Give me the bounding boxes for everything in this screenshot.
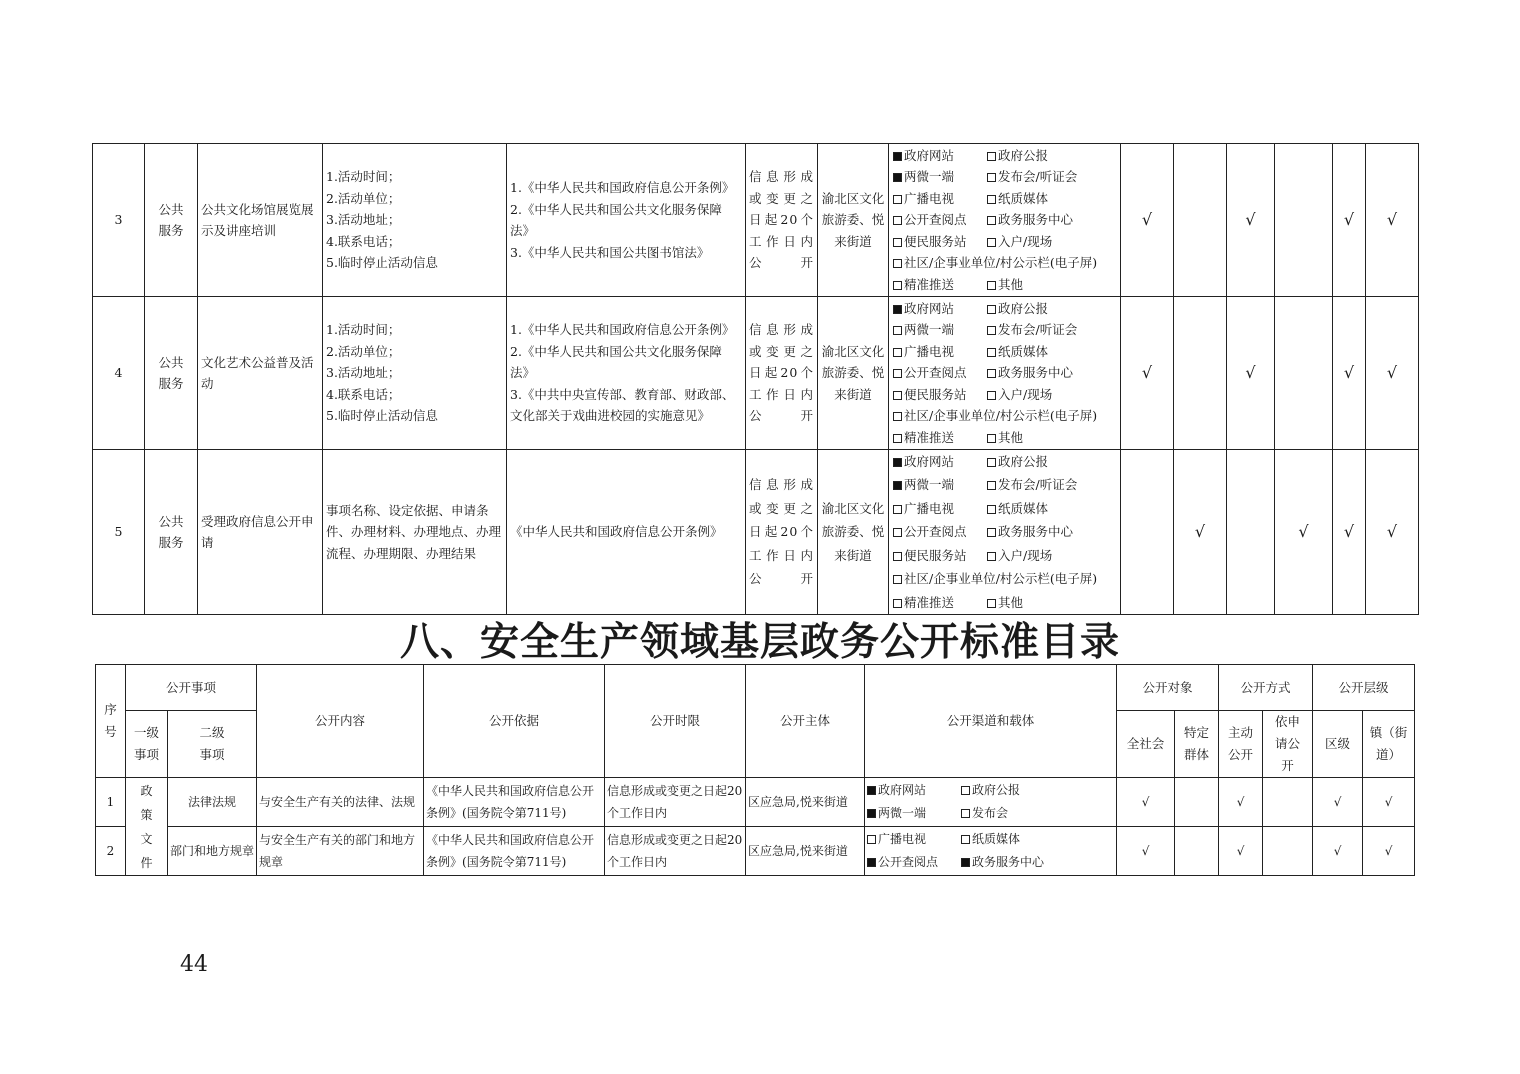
checked-box-icon: [867, 858, 876, 867]
channel-option: [987, 365, 1073, 380]
channel-label: 政府公报: [998, 300, 1049, 316]
channel-row: [893, 405, 1117, 427]
channel-row: [893, 188, 1117, 210]
channel-label: 广播电视: [904, 500, 955, 516]
unchecked-box-icon: [987, 152, 996, 161]
channel-row: [893, 544, 1117, 567]
row-number: 1: [96, 778, 126, 827]
unchecked-box-icon: [987, 173, 996, 182]
subject-cell: 区应急局,悦来街道: [746, 827, 865, 876]
check-all-society: [1121, 450, 1174, 615]
channel-row: [893, 567, 1117, 590]
channel-label: 精准推送: [904, 594, 955, 610]
level1-item: 公共 服务: [145, 297, 198, 450]
channel-label: 政府公报: [998, 147, 1049, 163]
channel-option: [867, 802, 961, 825]
checked-box-icon: [893, 173, 902, 182]
unchecked-box-icon: [987, 391, 996, 400]
channel-option: [893, 209, 987, 231]
row-number: 3: [93, 144, 145, 297]
channel-option: [961, 855, 1044, 869]
channel-label: 政务服务中心: [998, 365, 1074, 381]
channel-option: [893, 255, 1097, 270]
basis-cell: 1.《中华人民共和国政府信息公开条例》 2.《中华人民共和国公共文化服务保障法》 3.《中华人民共和国公共图书馆法》: [507, 144, 746, 297]
channel-label: 入户/现场: [998, 233, 1053, 249]
check-on-request: √: [1275, 450, 1333, 615]
check-district: √: [1313, 778, 1363, 827]
channel-row: [893, 497, 1117, 520]
channel-label: 其他: [998, 276, 1024, 292]
channel-label: 发布会: [972, 806, 1009, 820]
content-cell: 与安全生产有关的法律、法规: [257, 778, 424, 827]
unchecked-box-icon: [987, 195, 996, 204]
channel-row: [867, 828, 1114, 851]
catalog-table-continued: [92, 143, 1419, 615]
channel-label: 便民服务站: [904, 386, 967, 402]
unchecked-box-icon: [893, 326, 902, 335]
level1-item: 公共 服务: [145, 144, 198, 297]
channel-option: [893, 384, 987, 406]
subject-cell: 区应急局,悦来街道: [746, 778, 865, 827]
channel-option: [987, 301, 1048, 316]
channel-row: [867, 779, 1114, 802]
check-town: √: [1363, 778, 1415, 827]
checked-box-icon: [867, 786, 876, 795]
unchecked-box-icon: [987, 216, 996, 225]
header-basis: 公开依据: [424, 665, 605, 778]
channel-option: [893, 319, 987, 341]
channel-label: 两微一端: [904, 477, 955, 493]
channel-label: 精准推送: [904, 276, 955, 292]
header-time: 公开时限: [605, 665, 746, 778]
header-row: [96, 665, 1415, 711]
channel-label: 公开查阅点: [878, 855, 939, 869]
channels-cell: [889, 297, 1121, 450]
unchecked-box-icon: [893, 259, 902, 268]
check-district: √: [1333, 450, 1366, 615]
channel-option: [987, 191, 1048, 206]
channel-option: [987, 234, 1052, 249]
channel-option: [893, 497, 987, 520]
channel-row: [893, 362, 1117, 384]
unchecked-box-icon: [893, 348, 902, 357]
check-active: √: [1219, 778, 1263, 827]
unchecked-box-icon: [893, 216, 902, 225]
channel-row: [893, 384, 1117, 406]
header-level-district: 区级: [1313, 711, 1363, 778]
page-number: 44: [180, 952, 208, 977]
checked-box-icon: [893, 152, 902, 161]
level2-item: 部门和地方规章: [168, 827, 257, 876]
header-item: 公开事项: [126, 665, 257, 711]
unchecked-box-icon: [987, 369, 996, 378]
channel-label: 其他: [998, 594, 1024, 610]
time-limit-cell: 信息形成或变更之日起20个工作日内公开: [746, 450, 818, 615]
unchecked-box-icon: [867, 835, 876, 844]
check-active: [1227, 450, 1275, 615]
unchecked-box-icon: [961, 835, 970, 844]
channel-label: 纸质媒体: [998, 190, 1049, 206]
check-district: √: [1333, 297, 1366, 450]
channel-label: 政务服务中心: [998, 212, 1074, 228]
check-special-group: √: [1174, 450, 1227, 615]
header-method: 公开方式: [1219, 665, 1313, 711]
channel-option: [987, 430, 1023, 445]
channel-option: [893, 166, 987, 188]
channel-label: 广播电视: [904, 343, 955, 359]
channel-label: 公开查阅点: [904, 212, 967, 228]
channel-option: [987, 148, 1048, 163]
channel-row: [893, 319, 1117, 341]
header-channel: 公开渠道和载体: [865, 665, 1117, 778]
channel-option: [987, 477, 1077, 492]
channel-option: [987, 454, 1048, 469]
level2-item: 文化艺术公益普及活动: [198, 297, 323, 450]
time-limit-cell: 信息形成或变更之日起20个工作日内公开: [746, 297, 818, 450]
content-cell: 事项名称、设定依据、申请条件、办理材料、办理地点、办理流程、办理期限、办理结果: [323, 450, 507, 615]
header-level2: 二级事项: [168, 711, 257, 778]
channel-option: [893, 544, 987, 567]
unchecked-box-icon: [893, 281, 902, 290]
channel-option: [987, 548, 1052, 563]
header-level1: 一级事项: [126, 711, 168, 778]
channel-label: 入户/现场: [998, 547, 1053, 563]
channel-option: [893, 591, 987, 614]
channels-cell: [865, 827, 1117, 876]
channel-option: [893, 274, 987, 296]
channel-option: [961, 783, 1020, 797]
check-on-request: [1275, 144, 1333, 297]
channel-option: [893, 231, 987, 253]
channel-label: 纸质媒体: [972, 832, 1021, 846]
unchecked-box-icon: [893, 552, 902, 561]
check-town: √: [1363, 827, 1415, 876]
unchecked-box-icon: [893, 575, 902, 584]
check-all-society: √: [1121, 144, 1174, 297]
check-district: √: [1333, 144, 1366, 297]
channel-option: [893, 571, 1097, 586]
check-special-group: [1175, 827, 1219, 876]
channel-option: [893, 298, 987, 320]
channel-label: 其他: [998, 429, 1024, 445]
channel-label: 两微一端: [904, 322, 955, 338]
unchecked-box-icon: [987, 434, 996, 443]
unchecked-box-icon: [893, 528, 902, 537]
channel-row: [893, 473, 1117, 496]
check-active: √: [1227, 297, 1275, 450]
channel-label: 社区/企事业单位/村公示栏(电子屏): [904, 408, 1098, 424]
table-row: [93, 144, 1419, 297]
subject-cell: 渝北区文化旅游委、悦来街道: [818, 144, 889, 297]
check-district: √: [1313, 827, 1363, 876]
unchecked-box-icon: [987, 599, 996, 608]
unchecked-box-icon: [893, 195, 902, 204]
basis-cell: 1.《中华人民共和国政府信息公开条例》 2.《中华人民共和国公共文化服务保障法》 3.《中共中央宣传部、教育部、财政部、文化部关于戏曲进校园的实施意见》: [507, 297, 746, 450]
check-town: √: [1366, 297, 1419, 450]
checked-box-icon: [893, 305, 902, 314]
channel-option: [987, 344, 1048, 359]
checked-box-icon: [867, 809, 876, 818]
channel-option: [961, 806, 1008, 820]
channel-option: [961, 832, 1020, 846]
unchecked-box-icon: [987, 281, 996, 290]
channel-option: [893, 473, 987, 496]
header-method-apply: 依申请公开: [1263, 711, 1313, 778]
channel-label: 入户/现场: [998, 386, 1053, 402]
level2-item: 公共文化场馆展览展示及讲座培训: [198, 144, 323, 297]
row-number: 2: [96, 827, 126, 876]
header-subject: 公开主体: [746, 665, 865, 778]
channel-label: 政务服务中心: [972, 855, 1045, 869]
check-special-group: [1175, 778, 1219, 827]
time-limit-cell: 信息形成或变更之日起20个工作日内公开: [746, 144, 818, 297]
checked-box-icon: [893, 481, 902, 490]
level2-item: 受理政府信息公开申请: [198, 450, 323, 615]
header-target-special: 特定群体: [1175, 711, 1219, 778]
row-number: 4: [93, 297, 145, 450]
basis-cell: 《中华人民共和国政府信息公开条例》(国务院令第711号): [424, 827, 605, 876]
channel-row: [893, 450, 1117, 473]
category-cell: 政策文件: [126, 778, 168, 876]
channel-option: [893, 341, 987, 363]
safety-catalog-table: [95, 664, 1415, 876]
unchecked-box-icon: [987, 528, 996, 537]
time-limit-cell: 信息形成或变更之日起20个工作日内: [605, 778, 746, 827]
table-row: [96, 827, 1415, 876]
channel-option: [987, 169, 1077, 184]
check-all-society: √: [1117, 827, 1175, 876]
level1-item: 公共 服务: [145, 450, 198, 615]
channel-row: [893, 252, 1117, 274]
channel-label: 纸质媒体: [998, 343, 1049, 359]
channel-label: 社区/企事业单位/村公示栏(电子屏): [904, 571, 1098, 587]
channel-label: 社区/企事业单位/村公示栏(电子屏): [904, 255, 1098, 271]
table-row: [93, 297, 1419, 450]
header-no: 序号: [96, 665, 126, 778]
channel-option: [987, 387, 1052, 402]
unchecked-box-icon: [893, 369, 902, 378]
channel-label: 发布会/听证会: [998, 477, 1078, 493]
channel-row: [893, 209, 1117, 231]
unchecked-box-icon: [987, 348, 996, 357]
check-on-request: [1263, 827, 1313, 876]
channel-row: [893, 298, 1117, 320]
unchecked-box-icon: [893, 391, 902, 400]
check-special-group: [1174, 144, 1227, 297]
channel-option: [893, 520, 987, 543]
check-on-request: [1263, 778, 1313, 827]
basis-cell: 《中华人民共和国政府信息公开条例》(国务院令第711号): [424, 778, 605, 827]
time-limit-cell: 信息形成或变更之日起20个工作日内: [605, 827, 746, 876]
check-town: √: [1366, 144, 1419, 297]
channel-label: 公开查阅点: [904, 365, 967, 381]
channel-label: 便民服务站: [904, 547, 967, 563]
channel-row: [893, 520, 1117, 543]
unchecked-box-icon: [961, 809, 970, 818]
channels-cell: [889, 450, 1121, 615]
channel-option: [867, 851, 961, 874]
row-number: 5: [93, 450, 145, 615]
channel-row: [893, 145, 1117, 167]
check-all-society: √: [1121, 297, 1174, 450]
channel-option: [987, 524, 1073, 539]
channel-label: 政府网站: [904, 147, 955, 163]
channel-row: [867, 851, 1114, 874]
checked-box-icon: [961, 858, 970, 867]
check-on-request: [1275, 297, 1333, 450]
channel-option: [987, 277, 1023, 292]
channel-label: 便民服务站: [904, 233, 967, 249]
check-all-society: √: [1117, 778, 1175, 827]
header-method-active: 主动公开: [1219, 711, 1263, 778]
channel-option: [867, 779, 961, 802]
channel-label: 政府网站: [904, 300, 955, 316]
content-cell: 1.活动时间； 2.活动单位； 3.活动地址； 4.联系电话； 5.临时停止活动信息: [323, 144, 507, 297]
header-level: 公开层级: [1313, 665, 1415, 711]
unchecked-box-icon: [987, 458, 996, 467]
channel-option: [867, 828, 961, 851]
channel-option: [893, 362, 987, 384]
level2-item: 法律法规: [168, 778, 257, 827]
check-town: √: [1366, 450, 1419, 615]
channel-option: [893, 427, 987, 449]
channel-label: 发布会/听证会: [998, 169, 1078, 185]
checked-box-icon: [893, 458, 902, 467]
channel-label: 发布会/听证会: [998, 322, 1078, 338]
header-content: 公开内容: [257, 665, 424, 778]
unchecked-box-icon: [987, 481, 996, 490]
unchecked-box-icon: [893, 238, 902, 247]
channel-label: 政府公报: [998, 454, 1049, 470]
basis-cell: 《中华人民共和国政府信息公开条例》: [507, 450, 746, 615]
channel-label: 政府网站: [878, 783, 927, 797]
unchecked-box-icon: [987, 326, 996, 335]
unchecked-box-icon: [893, 412, 902, 421]
check-special-group: [1174, 297, 1227, 450]
table-row: [93, 450, 1419, 615]
channels-cell: [865, 778, 1117, 827]
channel-label: 两微一端: [878, 806, 927, 820]
channel-label: 政府网站: [904, 454, 955, 470]
channel-row: [893, 427, 1117, 449]
channel-row: [893, 341, 1117, 363]
channel-option: [987, 501, 1048, 516]
check-active: √: [1227, 144, 1275, 297]
channels-cell: [889, 144, 1121, 297]
section-title: 八、安全生产领域基层政务公开标准目录: [399, 619, 1120, 665]
subject-cell: 渝北区文化旅游委、悦来街道: [818, 297, 889, 450]
unchecked-box-icon: [893, 434, 902, 443]
unchecked-box-icon: [987, 305, 996, 314]
channel-row: [893, 274, 1117, 296]
channel-row: [893, 166, 1117, 188]
channel-option: [987, 212, 1073, 227]
channel-label: 公开查阅点: [904, 524, 967, 540]
header-target-all: 全社会: [1117, 711, 1175, 778]
header-target: 公开对象: [1117, 665, 1219, 711]
channel-label: 纸质媒体: [998, 500, 1049, 516]
unchecked-box-icon: [987, 552, 996, 561]
channel-option: [893, 408, 1097, 423]
channel-option: [893, 188, 987, 210]
channel-option: [893, 145, 987, 167]
channel-row: [867, 802, 1114, 825]
channel-label: 广播电视: [878, 832, 927, 846]
content-cell: 与安全生产有关的部门和地方规章: [257, 827, 424, 876]
channel-option: [987, 595, 1023, 610]
unchecked-box-icon: [893, 599, 902, 608]
channel-row: [893, 231, 1117, 253]
channel-label: 政务服务中心: [998, 524, 1074, 540]
table-row: [96, 778, 1415, 827]
check-active: √: [1219, 827, 1263, 876]
channel-label: 精准推送: [904, 429, 955, 445]
channel-row: [893, 591, 1117, 614]
channel-label: 广播电视: [904, 190, 955, 206]
unchecked-box-icon: [961, 786, 970, 795]
content-cell: 1.活动时间； 2.活动单位； 3.活动地址； 4.联系电话； 5.临时停止活动信息: [323, 297, 507, 450]
subject-cell: 渝北区文化旅游委、悦来街道: [818, 450, 889, 615]
channel-label: 两微一端: [904, 169, 955, 185]
channel-label: 政府公报: [972, 783, 1021, 797]
unchecked-box-icon: [987, 238, 996, 247]
unchecked-box-icon: [987, 505, 996, 514]
unchecked-box-icon: [893, 505, 902, 514]
header-level-town: 镇（街道）: [1363, 711, 1415, 778]
channel-option: [893, 450, 987, 473]
channel-option: [987, 322, 1077, 337]
